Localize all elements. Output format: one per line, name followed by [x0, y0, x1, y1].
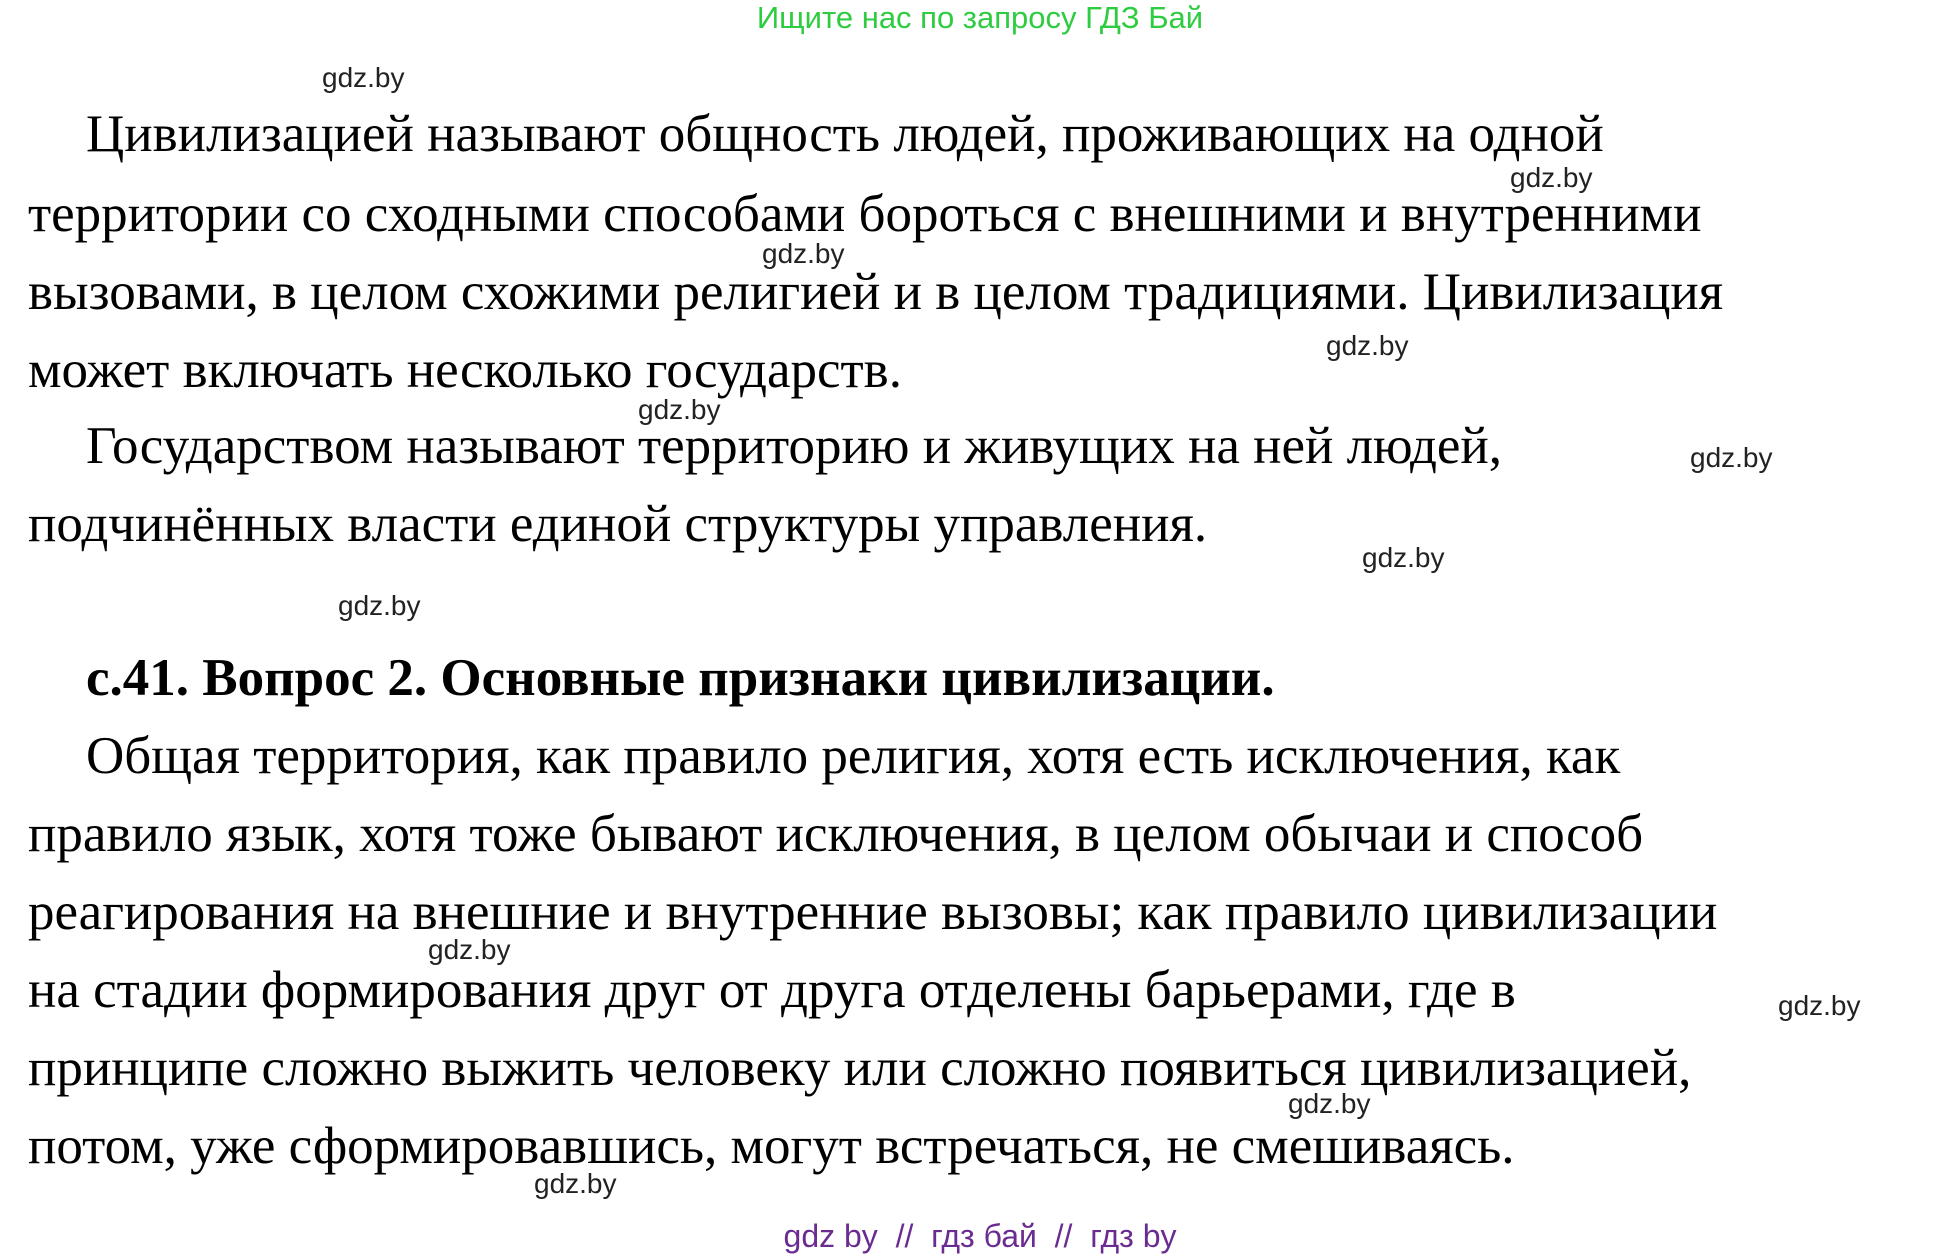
watermark: gdz.by [428, 934, 511, 965]
paragraph3-line-5: принципе сложно выжить человеку или сложно появиться цивилизацией, [28, 1039, 1692, 1097]
watermark: gdz.by [322, 62, 405, 93]
paragraph1-line-3: вызовами, в целом схожими религией и в целом традициями. Цивилизация [28, 263, 1724, 321]
watermark: gdz.by [762, 238, 845, 269]
watermark: gdz.by [1690, 442, 1773, 473]
paragraph1-line-1: Цивилизацией называют общность людей, проживающих на одной [86, 105, 1604, 163]
paragraph1-line-4: может включать несколько государств. [28, 341, 902, 399]
paragraph3-line-4: на стадии формирования друг от друга отделены барьерами, где в [28, 961, 1516, 1019]
paragraph3-line-6: потом, уже сформировавшись, могут встречаться, не смешиваясь. [28, 1117, 1515, 1175]
paragraph2-line-1: Государством называют территорию и живущих на ней людей, [86, 417, 1503, 475]
watermark: gdz.by [1778, 990, 1861, 1021]
watermark: gdz.by [1288, 1088, 1371, 1119]
paragraph3-line-2: правило язык, хотя тоже бывают исключения, в целом обычаи и способ [28, 805, 1644, 863]
paragraph2-line-2: подчинённых власти единой структуры управления. [28, 495, 1208, 553]
paragraph3-line-3: реагирования на внешние и внутренние вызовы; как правило цивилизации [28, 883, 1718, 941]
top-banner: Ищите нас по запросу ГДЗ Бай [756, 0, 1204, 35]
watermark: gdz.by [1326, 330, 1409, 361]
watermark: gdz.by [338, 590, 421, 621]
watermark: gdz.by [534, 1168, 617, 1199]
paragraph1-line-2: территории со сходными способами бороться с внешними и внутренними [28, 185, 1702, 243]
footer-watermark: gdz by // гдз бай // гдз by [783, 1218, 1177, 1254]
watermark: gdz.by [1362, 542, 1445, 573]
section-heading: с.41. Вопрос 2. Основные признаки цивилизации. [86, 649, 1275, 707]
watermark: gdz.by [1510, 162, 1593, 193]
watermark: gdz.by [638, 394, 721, 425]
paragraph3-line-1: Общая территория, как правило религия, хотя есть исключения, как [86, 727, 1621, 785]
